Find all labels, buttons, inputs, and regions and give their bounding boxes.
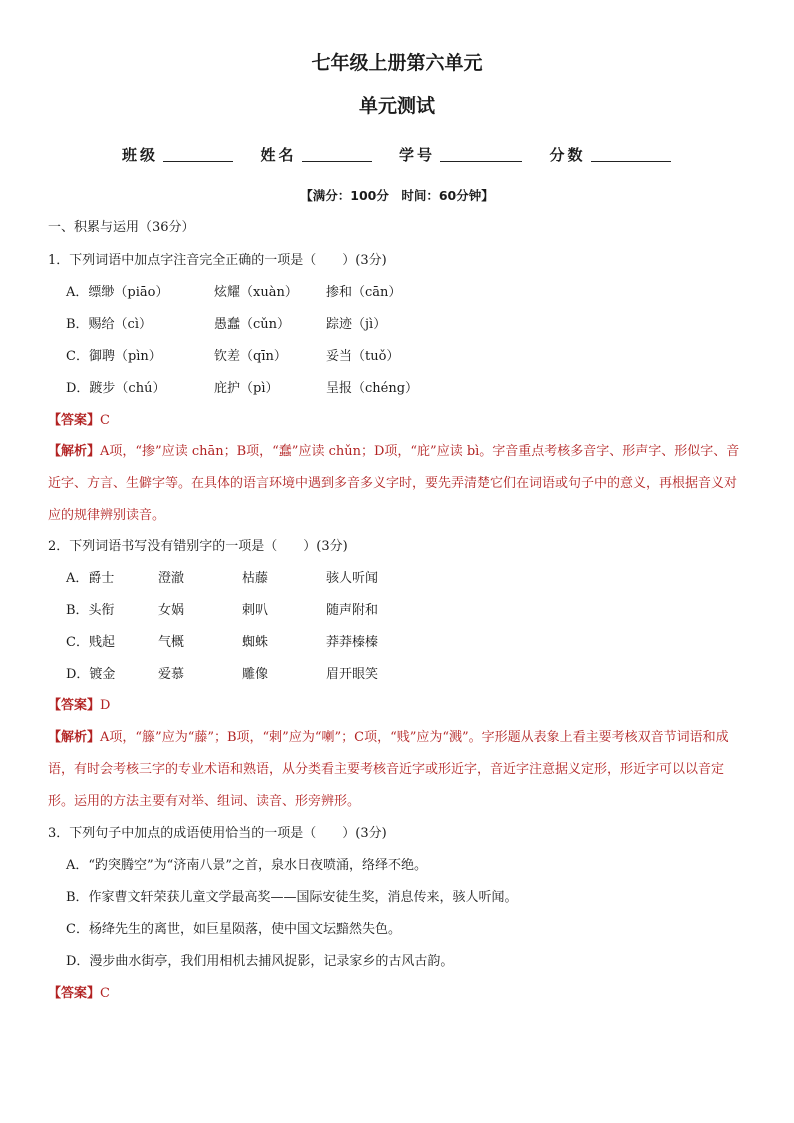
q1-option-c-1: C．御聘（pìn） [66, 349, 162, 364]
question-1-stem: 1．下列词语中加点字注音完全正确的一项是（ ）(3分) [48, 253, 387, 268]
q2-option-b-4: 随声附和 [326, 603, 379, 618]
q2-option-b-1: B．头衔 [66, 603, 115, 618]
q1-option-b-1: B．赐给（cì） [66, 317, 152, 332]
q2-option-d-1: D．镀金 [66, 667, 116, 682]
analysis-text: A项，“籐”应为“藤”；B项，“剌”应为“喇”；C项，“贱”应为“溅”。字形题从表象上看主要考核双音节词语和成语，有时会考核三字的专业术语和熟语，从分类看主要考核音近字或形近字，音近字注意据义定形，形近字可以以音定形。运用的方法主要有对举、组词、读音、形旁辨形。 [48, 730, 729, 809]
q1-option-a-1: A．缥缈（piāo） [66, 285, 169, 300]
q2-option-a-3: 枯藤 [242, 571, 269, 586]
q2-option-d-4: 眉开眼笑 [326, 667, 379, 682]
q2-option-c-3: 蜘蛛 [242, 635, 269, 650]
number-label: 学号 [398, 146, 435, 164]
answer-tag: 【答案】 [48, 413, 101, 428]
q2-option-c-4: 莽莽榛榛 [326, 635, 379, 650]
q1-option-b-2: 愚蠢（cǔn） [214, 317, 291, 332]
q2-option-b-3: 剌叭 [242, 603, 269, 618]
q2-option-c-1: C．贱起 [66, 635, 115, 650]
score-blank[interactable] [591, 147, 671, 162]
question-3-stem: 3．下列句子中加点的成语使用恰当的一项是（ ）(3分) [48, 826, 387, 841]
doc-subtitle: 单元测试 [358, 95, 435, 117]
name-label: 姓名 [260, 146, 297, 164]
q2-option-d-2: 爱慕 [158, 667, 185, 682]
q1-option-d-3: 呈报（chéng） [326, 381, 419, 396]
analysis-tag: 【解析】 [48, 730, 101, 745]
q1-analysis [48, 436, 748, 532]
doc-title: 七年级上册第六单元 [311, 52, 483, 74]
q1-option-c-3: 妥当（tuǒ） [326, 349, 400, 364]
q1-option-c-2: 钦差（qīn） [214, 349, 287, 364]
student-info-row [122, 144, 682, 165]
q1-option-d-1: D．踱步（chú） [66, 381, 166, 396]
answer-value: C [100, 986, 110, 1001]
answer-value: C [100, 413, 110, 428]
q1-option-a-3: 掺和（cān） [326, 285, 402, 300]
q2-option-d-3: 雕像 [242, 667, 269, 682]
score-time-line: 【满分：100分 时间：60分钟】 [300, 188, 494, 203]
q3-option-a: A．“趵突腾空”为“济南八景”之首，泉水日夜喷涌，络绎不绝。 [66, 858, 427, 873]
q1-option-b-3: 踪迹（jì） [326, 317, 387, 332]
question-2-stem: 2．下列词语书写没有错别字的一项是（ ）(3分) [48, 539, 348, 554]
answer-value: D [100, 698, 111, 713]
q1-option-d-2: 庇护（pì） [214, 381, 279, 396]
q3-option-d: D．漫步曲水街亭，我们用相机去捕风捉影，记录家乡的古风古韵。 [66, 954, 454, 969]
q2-option-a-1: A．爵士 [66, 571, 115, 586]
q1-option-a-2: 炫耀（xuàn） [214, 285, 298, 300]
name-blank[interactable] [302, 147, 372, 162]
class-label: 班级 [122, 146, 159, 164]
answer-tag: 【答案】 [48, 698, 101, 713]
section-heading: 一、积累与运用（36分） [48, 220, 195, 235]
score-label: 分数 [549, 146, 586, 164]
q2-option-c-2: 气概 [158, 635, 185, 650]
q2-analysis [48, 722, 748, 818]
analysis-tag: 【解析】 [48, 444, 101, 459]
q2-answer [48, 697, 110, 715]
q2-option-a-2: 澄澈 [158, 571, 185, 586]
q2-option-a-4: 骇人听闻 [326, 571, 379, 586]
answer-tag: 【答案】 [48, 986, 101, 1001]
q2-option-b-2: 女娲 [158, 603, 185, 618]
class-blank[interactable] [163, 147, 233, 162]
analysis-text: A项，“掺”应读 chān；B项，“蠢”应读 chǔn；D项，“庇”应读 bì。字音重点考核多音字、形声字、形似字、音近字、方言、生僻字等。在具体的语言环境中遇到多音多义字时，要先弄清楚它们在词语或句子中的意义，再根据音义对应的规律辨别读音。 [48, 444, 740, 523]
q3-answer [48, 985, 110, 1003]
q3-option-c: C．杨绛先生的离世，如巨星陨落，使中国文坛黯然失色。 [66, 922, 401, 937]
number-blank[interactable] [440, 147, 522, 162]
q1-answer [48, 412, 110, 430]
q3-option-b: B．作家曹文轩荣获儿童文学最高奖——国际安徒生奖，消息传来，骇人听闻。 [66, 890, 518, 905]
